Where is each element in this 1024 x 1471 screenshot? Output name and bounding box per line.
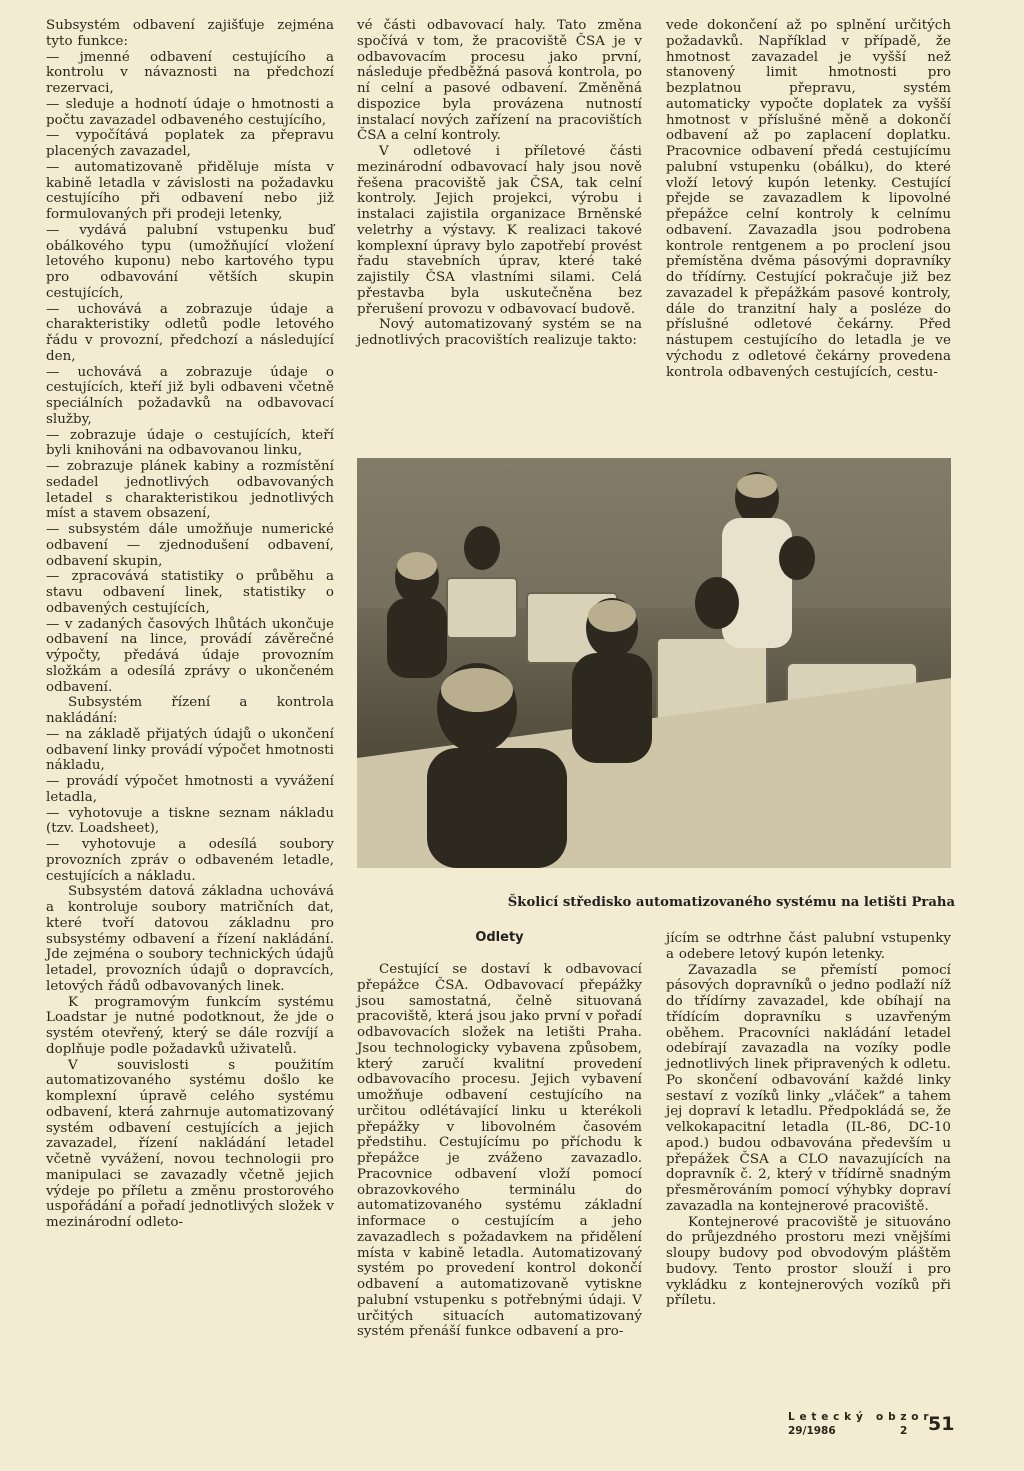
magazine-title: Letecký obzor	[788, 1411, 934, 1423]
part-number: 2	[900, 1425, 908, 1437]
column-1	[46, 18, 334, 1231]
paragraph: — vydává palubní vstupenku buď obálkového typu (umožňující vložení letového kuponu) nebo kartového typu pro odbavování větších skupin cestujících,	[46, 222, 334, 301]
paragraph: V souvislosti s použitím automatizovaného systému došlo ke komplexní úpravě celého systému odbavení, která zahrnuje automatizovaný systém odbavení cestujících a jejich zavazadel, řízení nakládání letadel včetně vyvážení, novou technologii pro manipulaci se zavazadly včetně jejich výdeje po příletu a změnu prostorového uspořádání a pořadí jednotlivých složek v mezinárodní odleto-	[46, 1057, 334, 1230]
page-number: 51	[928, 1413, 955, 1435]
paragraph: Zavazadla se přemístí pomocí pásových dopravníků o jedno podlaží níž do třídírny zavazadel, kde obíhají na třídícím dopravníku s uzavřeným oběhem. Pracovníci nakládání letadel odebírají zavazadla na vozíky podle jednotlivých linek připravených k odletu. Po skončení odbavování každé linky sestaví z vozíků linky „vláček“ a tahem jej dopraví k letadlu. Předpokládá se, že velkokapacitní letadla (IL-86, DC-10 apod.) budou odbavována především u přepážek ČSA a CLO navazujících na dopravník č. 2, který v třídírně snadným přesměrováním pomocí výhybky dopraví zavazadla na kontejnerové pracoviště.	[666, 962, 951, 1214]
training-center-photo	[357, 458, 951, 868]
section-heading-odlety: Odlety	[475, 930, 524, 945]
paragraph: — sleduje a hodnotí údaje o hmotnosti a počtu zavazadel odbaveného cestujícího,	[46, 96, 334, 128]
photo-caption: Školicí středisko automatizovaného systému na letišti Praha	[507, 895, 955, 910]
paragraph: — subsystém dále umožňuje numerické odbavení — zjednodušení odbavení, odbavení skupin,	[46, 522, 334, 569]
paragraph: — jmenné odbavení cestujícího a kontrolu v návaznosti na předchozí rezervaci,	[46, 49, 334, 96]
paragraph: V odletové i příletové části mezinárodní odbavovací haly jsou nově řešena pracoviště jak ČSA, tak celní kontroly. Jejich projekci, výrobu i instalaci zajistila organizace Brněnské veletrhy a výstavy. K realizaci takové komplexní úpravy bylo zapotřebí provést řadu stavebních úprav, které také zajistily ČSA vlastními silami. Celá přestavba byla uskutečněna bez přerušení provozu v odbavovací budově.	[357, 144, 642, 317]
paragraph: — automatizovaně přiděluje místa v kabině letadla v závislosti na požadavku cestujícího při odbavení nebo již formulovaných při prodeji letenky,	[46, 159, 334, 222]
paragraph: — vyhotovuje a tiskne seznam nákladu (tzv. Loadsheet),	[46, 805, 334, 837]
paragraph: — provádí výpočet hmotnosti a vyvážení letadla,	[46, 774, 334, 805]
column-3-bottom	[666, 931, 951, 1309]
paragraph: — vypočítává poplatek za přepravu placených zavazadel,	[46, 128, 334, 159]
column-3-top	[666, 18, 951, 380]
paragraph: — zobrazuje plánek kabiny a rozmístění sedadel jednotlivých odbavovaných letadel s charakteristikou jednotlivých míst a stavem obsazení,	[46, 459, 334, 522]
paragraph: Subsystém odbavení zajišťuje zejména tyto funkce:	[46, 18, 334, 49]
page-footer	[786, 1411, 956, 1445]
paragraph: — uchovává a zobrazuje údaje o cestujících, kteří již byli odbaveni včetně speciálních požadavků na odbavovací služby,	[46, 364, 334, 427]
paragraph: Nový automatizovaný systém se na jednotlivých pracovištích realizuje takto:	[357, 317, 642, 348]
paragraph: — na základě přijatých údajů o ukončení odbavení linky provádí výpočet hmotnosti nákladu,	[46, 726, 334, 774]
paragraph: — uchovává a zobrazuje údaje a charakteristiky odletů podle letového řádu v provozní, předchozí a následující den,	[46, 301, 334, 364]
paragraph: K programovým funkcím systému Loadstar je nutné podotknout, že jde o systém otevřený, který se dále rozvíjí a doplňuje podle požadavků uživatelů.	[46, 994, 334, 1057]
paragraph: Cestující se dostaví k odbavovací přepážce ČSA. Odbavovací přepážky jsou samostatná, čelně situovaná pracoviště, která jsou jako první v pořadí odbavovacích složek na letišti Praha. Jsou technologicky vybavena způsobem, který zaručí kvalitní provedení odbavovacího procesu. Jejich vybavení umožňuje odbavení cestujícího na určitou odlétávající linku u kterékoli přepážky v libovolném časovém předstihu. Cestujícímu po příchodu k přepážce je zváženo zavazadlo. Pracovnice odbavení vloží pomocí obrazovkového terminálu do automatizovaného systému základní informace o cestujícím a jeho zavazadlech s požadavkem na přidělení místa v kabině letadla. Automatizovaný systém po provedení kontrol dokončí odbavení a automatizovaně vytiskne palubní vstupenku s potřebnými údaji. V určitých situacích automatizovaný systém přenáší funkce odbavení a pro-	[357, 962, 642, 1340]
paragraph: — vyhotovuje a odesílá soubory provozních zpráv o odbaveném letadle, cestujících a nákladu.	[46, 837, 334, 884]
paragraph: jícím se odtrhne část palubní vstupenky a odebere letový kupón letenky.	[666, 931, 951, 962]
issue-number: 29/1986	[788, 1425, 836, 1437]
paragraph: vede dokončení až po splnění určitých požadavků. Například v případě, že hmotnost zavazadel je vyšší než stanovený limit hmotnosti pro bezplatnou přepravu, systém automaticky vypočte doplatek za vyšší hmotnost v příslušné měně a dokončí odbavení až po zaplacení doplatku. Pracovnice odbavení předá cestujícímu palubní vstupenku (obálku), do které vloží letový kupón letenky. Cestující přejde se zavazadlem k lipovolné přepážce celní kontroly k celnímu odbavení. Zavazadla jsou podrobena kontrole rentgenem a po proclení jsou přemístěna dvěma pásovými dopravníky do třídírny. Cestující pokračuje již bez zavazadel k přepážkám pasové kontroly, dále do tranzitní haly a posléze do příslušné odletové čekárny. Před nástupem cestujícího do letadla je ve východu z odletové čekárny provedena kontrola odbavených cestujících, cestu-	[666, 18, 951, 380]
paragraph: Kontejnerové pracoviště je situováno do průjezdného prostoru mezi vnějšími sloupy budovy pod obvodovým pláštěm budovy. Tento prostor slouží i pro vykládku z kontejnerových vozíků při příletu.	[666, 1214, 951, 1309]
paragraph: Subsystém datová základna uchovává a kontroluje soubory matričních dat, které tvoří datovou základnu pro subsystémy odbavení a řízení nakládání. Jde zejména o soubory technických údajů letadel, provozních údajů o dopravcích, letových řádů odbavovaných linek.	[46, 884, 334, 994]
column-2-top	[357, 18, 642, 349]
paragraph: — zpracovává statistiky o průběhu a stavu odbavení linek, statistiky o odbavených cestujících,	[46, 569, 334, 616]
column-2-bottom	[357, 962, 642, 1340]
paragraph: — zobrazuje údaje o cestujících, kteří byli knihováni na odbavovanou linku,	[46, 427, 334, 459]
paragraph: Subsystém řízení a kontrola nakládání:	[46, 695, 334, 726]
paragraph: — v zadaných časových lhůtách ukončuje odbavení na lince, provádí závěrečné výpočty, předává údaje provozním složkám a odesílá zprávy o ukončeném odbavení.	[46, 616, 334, 695]
paragraph: vé části odbavovací haly. Tato změna spočívá v tom, že pracoviště ČSA je v odbavovacím procesu jako první, následuje předběžná pasová kontrola, po ní celní a pasové odbavení. Změněná dispozice byla provázena nutností instalací nových zařízení na pracovištích ČSA a celní kontroly.	[357, 18, 642, 144]
photo-illustration	[357, 458, 951, 868]
